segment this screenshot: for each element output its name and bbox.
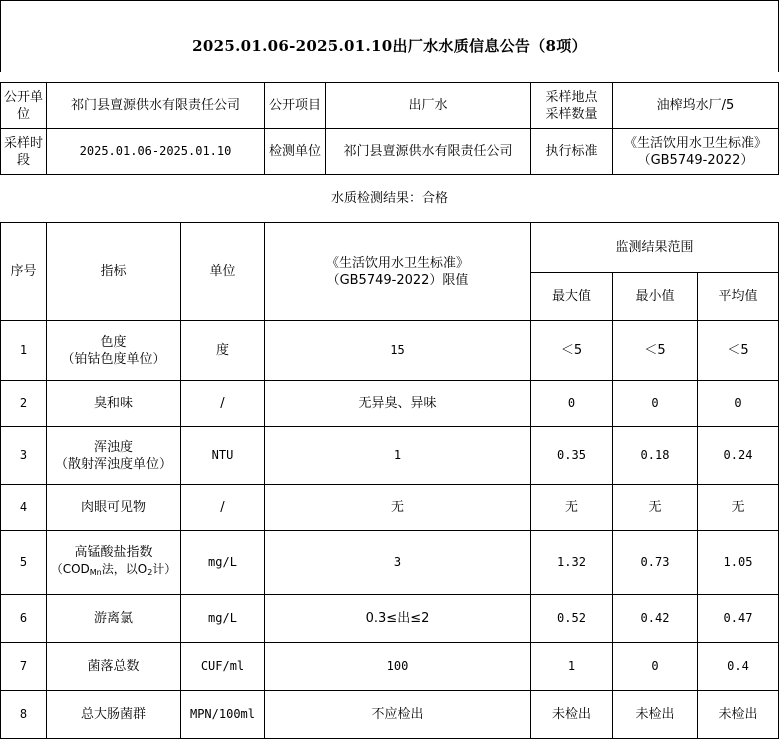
cell-indicator-name: 肉眼可见物: [80, 500, 146, 515]
col-header-limit: [265, 223, 531, 321]
cell-indicator: [47, 381, 181, 427]
col-header-range-group: 监测结果范围: [531, 223, 779, 273]
cell-max: 0.35: [531, 427, 613, 485]
table-row: [1, 321, 779, 381]
info-row-1: [1, 83, 779, 129]
cell-index: 2: [1, 381, 47, 427]
cell-indicator-note: （铂钴色度单位）: [61, 351, 166, 367]
cell-min: 0: [613, 643, 698, 691]
cell-index: 8: [1, 691, 47, 739]
cell-min: ＜5: [613, 321, 698, 381]
cell-indicator-name: 色度: [100, 334, 127, 350]
cell-indicator-note-part: Mn: [89, 568, 102, 577]
table-row: [1, 381, 779, 427]
table-row: [1, 643, 779, 691]
cell-unit: /: [181, 485, 265, 531]
cell-unit: MPN/100ml: [181, 691, 265, 739]
col-header-min: 最小值: [613, 273, 698, 321]
info-value-standard: [613, 129, 779, 175]
cell-unit: /: [181, 381, 265, 427]
cell-unit: mg/L: [181, 531, 265, 595]
cell-max: ＜5: [531, 321, 613, 381]
result-banner-row: [1, 175, 779, 223]
table-row: [1, 485, 779, 531]
cell-limit: 3: [265, 531, 531, 595]
cell-indicator-name: 总大肠菌群: [80, 707, 146, 722]
cell-max: 1: [531, 643, 613, 691]
cell-max: 无: [531, 485, 613, 531]
cell-index: 6: [1, 595, 47, 643]
cell-index: 7: [1, 643, 47, 691]
info-label-publisher: 公开单位: [1, 83, 47, 129]
cell-max: 0.52: [531, 595, 613, 643]
col-header-indicator: 指标: [47, 223, 181, 321]
info-value-standard-line1: 《生活饮用水卫生标准》: [623, 135, 767, 151]
col-header-index: 序号: [1, 223, 47, 321]
info-label-standard: 执行标准: [531, 129, 613, 175]
cell-unit: mg/L: [181, 595, 265, 643]
col-header-unit: 单位: [181, 223, 265, 321]
cell-limit: 100: [265, 643, 531, 691]
cell-index: 4: [1, 485, 47, 531]
info-value-testing-unit: 祁门县亶源供水有限责任公司: [326, 129, 531, 175]
cell-limit: 1: [265, 427, 531, 485]
cell-limit: 无异臭、异味: [265, 381, 531, 427]
cell-avg: ＜5: [698, 321, 779, 381]
page-title: 2025.01.06-2025.01.10出厂水水质信息公告（8项）: [192, 36, 587, 55]
info-value-project: 出厂水: [326, 83, 531, 129]
cell-avg: 0: [698, 381, 779, 427]
cell-index: 1: [1, 321, 47, 381]
cell-indicator: [47, 531, 181, 595]
col-header-max: 最大值: [531, 273, 613, 321]
cell-min: 0.18: [613, 427, 698, 485]
cell-index: 3: [1, 427, 47, 485]
info-label-sampling-site: [531, 83, 613, 129]
cell-indicator: [47, 485, 181, 531]
cell-avg: 0.47: [698, 595, 779, 643]
cell-indicator-name: 游离氯: [93, 611, 133, 626]
cell-min: 0.73: [613, 531, 698, 595]
cell-avg: 无: [698, 485, 779, 531]
cell-min: 无: [613, 485, 698, 531]
header-row-1: [1, 223, 779, 273]
cell-avg: 未检出: [698, 691, 779, 739]
cell-avg: 0.24: [698, 427, 779, 485]
cell-indicator-name: 臭和味: [93, 396, 133, 411]
cell-min: 0: [613, 381, 698, 427]
cell-indicator-note-part: 2: [147, 568, 153, 577]
cell-max: 0: [531, 381, 613, 427]
info-label-project: 公开项目: [265, 83, 326, 129]
col-header-limit-line2: （GB5749-2022）限值: [326, 272, 469, 288]
cell-limit: 无: [265, 485, 531, 531]
col-header-avg: 平均值: [698, 273, 779, 321]
cell-indicator: [47, 321, 181, 381]
cell-indicator-note-part: （COD: [50, 562, 90, 576]
cell-unit: NTU: [181, 427, 265, 485]
info-value-standard-line2: （GB5749-2022）: [637, 152, 754, 168]
info-row-2: [1, 129, 779, 175]
cell-max: 未检出: [531, 691, 613, 739]
cell-indicator: [47, 595, 181, 643]
cell-indicator-note: [47, 561, 180, 581]
cell-indicator: [47, 427, 181, 485]
cell-indicator-note: （散射浑浊度单位）: [54, 456, 172, 472]
table-row: [1, 595, 779, 643]
info-label-sampling-site-line1: 采样地点: [545, 89, 598, 105]
result-banner: 水质检测结果：合格: [1, 175, 779, 223]
table-row: [1, 531, 779, 595]
cell-indicator-note-part: 计）: [152, 562, 177, 576]
table-row: [1, 427, 779, 485]
info-value-sampling-period: 2025.01.06-2025.01.10: [47, 129, 265, 175]
cell-index: 5: [1, 531, 47, 595]
info-value-publisher: 祁门县亶源供水有限责任公司: [47, 83, 265, 129]
info-label-sampling-period: 采样时段: [1, 129, 47, 175]
info-label-sampling-site-line2: 采样数量: [545, 106, 598, 122]
cell-indicator: [47, 643, 181, 691]
cell-indicator-name: 浑浊度: [93, 439, 133, 455]
cell-indicator: [47, 691, 181, 739]
cell-indicator-note-part: 法，以O: [101, 562, 148, 576]
cell-min: 0.42: [613, 595, 698, 643]
cell-indicator-name: 菌落总数: [87, 659, 140, 674]
info-label-testing-unit: 检测单位: [265, 129, 326, 175]
cell-limit: 不应检出: [265, 691, 531, 739]
cell-unit: 度: [181, 321, 265, 381]
cell-avg: 0.4: [698, 643, 779, 691]
cell-limit: 0.3≤出≤2: [265, 595, 531, 643]
cell-avg: 1.05: [698, 531, 779, 595]
cell-min: 未检出: [613, 691, 698, 739]
info-value-sampling-site: 油榨坞水厂/5: [613, 83, 779, 129]
cell-max: 1.32: [531, 531, 613, 595]
cell-unit: CUF/ml: [181, 643, 265, 691]
cell-indicator-name: 高锰酸盐指数: [74, 545, 153, 560]
cell-limit: 15: [265, 321, 531, 381]
col-header-limit-line1: 《生活饮用水卫生标准》: [325, 255, 469, 271]
table-row: [1, 691, 779, 739]
